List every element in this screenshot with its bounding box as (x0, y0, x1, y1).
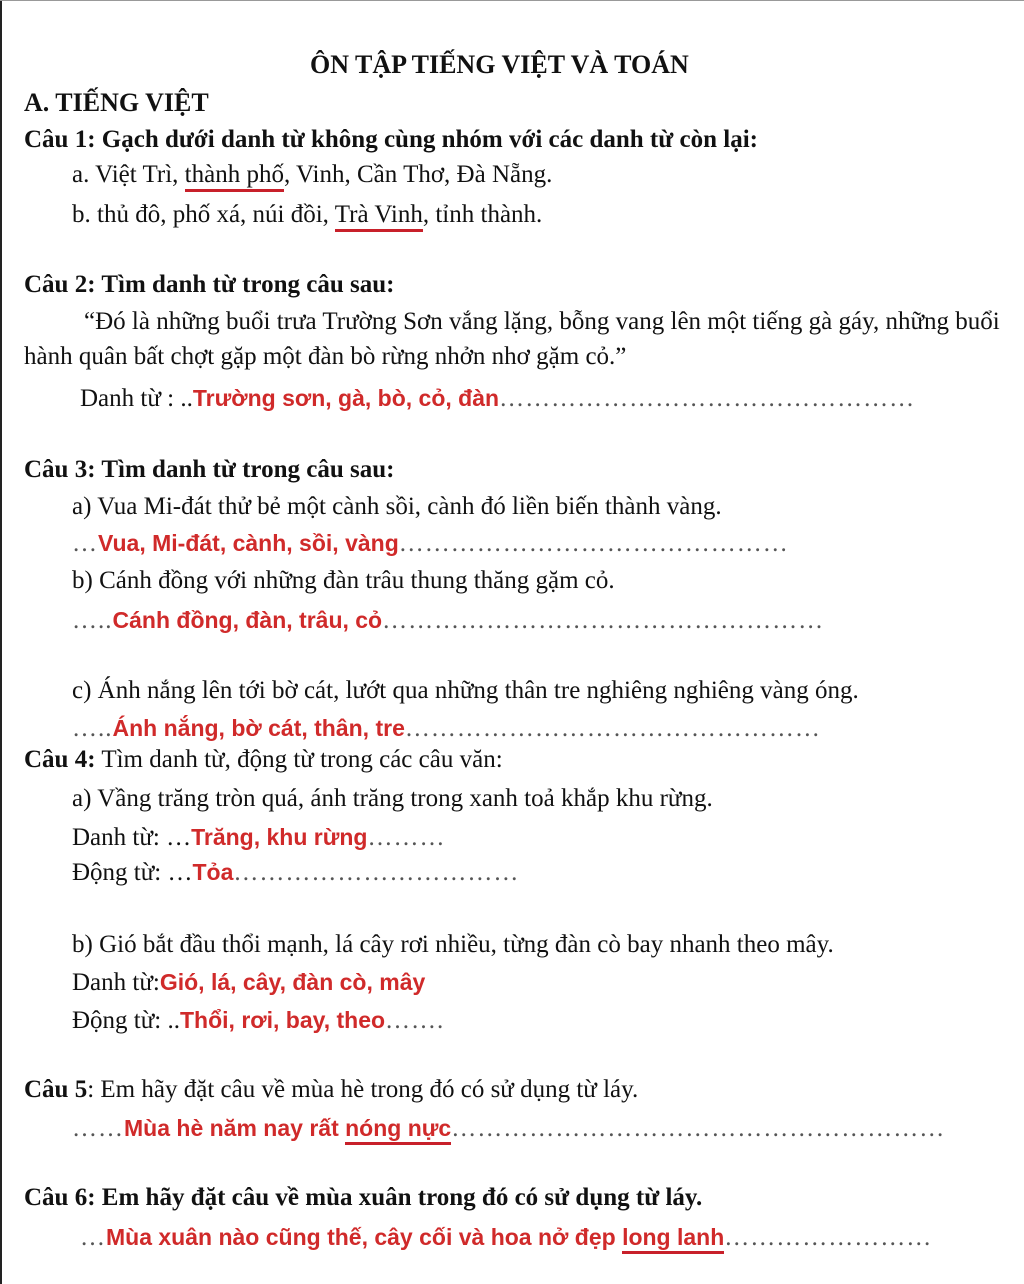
q6-answer-line (80, 1222, 932, 1253)
q3-b-answer-line (72, 605, 824, 636)
q4-label: Câu 4: (24, 746, 96, 773)
q1-heading (24, 125, 758, 155)
q4-a-noun-dots: ……… (367, 824, 446, 851)
q3-b-sentence: b) Cánh đồng với những đàn trâu thung thăng gặm cỏ. (72, 567, 615, 594)
q4-a-verb-answer: Tỏa (192, 859, 234, 885)
q3-b-dots: …………………………………………… (382, 607, 825, 634)
q3-a-answer: Vua, Mi-đát, cành, sồi, vàng (98, 530, 399, 556)
q1-b-underlined-word: Trà Vinh (335, 201, 423, 232)
q5-dots: ………………………………………………… (451, 1115, 946, 1142)
q6-label: Câu 6 (24, 1184, 88, 1211)
q1-b-prefix: b. thủ đô, phố xá, núi đồi, (72, 201, 335, 228)
q5-answer: Mùa hè năm nay rất (124, 1115, 346, 1141)
q4-a-noun-label: Danh từ: … (72, 824, 192, 851)
q5-lead-dots: …… (72, 1115, 124, 1142)
q3-a-sentence: a) Vua Mi-đát thử bẻ một cành sồi, cành đó liền biến thành vàng. (72, 493, 722, 520)
q4-a-verb-label: Động từ: … (72, 859, 193, 886)
q6-prompt: : Em hãy đặt câu về mùa xuân trong đó có sử dụng từ láy. (87, 1184, 703, 1211)
q3-prompt: Tìm danh từ trong câu sau: (101, 456, 395, 483)
q3-b-answer: Cánh đồng, đàn, trâu, cỏ (112, 607, 383, 633)
q5-answer-underlined-word: nóng nực (345, 1115, 451, 1145)
q5-heading (24, 1075, 638, 1105)
q1-a-suffix: , Vinh, Cần Thơ, Đà Nẵng. (283, 161, 553, 188)
page-top-edge (0, 0, 1024, 1)
q4-b-noun-answer: Gió, lá, cây, đàn cò, mây (159, 969, 426, 995)
q5-prompt: : Em hãy đặt câu về mùa hè trong đó có sử dụng từ láy. (87, 1076, 639, 1103)
q3-c-dots: ………………………………………… (404, 715, 821, 742)
q4-b-noun-label: Danh từ: (72, 969, 160, 996)
q3-c-answer: Ánh nắng, bờ cát, thân, tre (112, 715, 405, 741)
q4-b-noun-line (72, 967, 425, 998)
q2-answer-dots: ………………………………………… (499, 385, 916, 412)
q1-b-suffix: , tỉnh thành. (422, 201, 543, 228)
q1-option-b (72, 200, 542, 230)
q4-b-verb-line (72, 1005, 444, 1036)
q4-b-sentence: b) Gió bắt đầu thổi mạnh, lá cây rơi nhiều, từng đàn cò bay nhanh theo mây. (72, 931, 834, 958)
q3-heading (24, 455, 394, 485)
q2-answer: Trường sơn, gà, bò, cỏ, đàn (192, 385, 500, 411)
q6-answer-underlined-word: long lanh (622, 1224, 724, 1254)
q3-c-lead-dots: ….. (72, 715, 113, 742)
q4-a-sentence: a) Vầng trăng tròn quá, ánh trăng trong xanh toả khắp khu rừng. (72, 785, 713, 812)
q1-a-prefix: a. Việt Trì, (72, 161, 185, 188)
q4-b-verb-dots: ……. (385, 1007, 445, 1034)
q3-c-sentence: c) Ánh nắng lên tới bờ cát, lướt qua những thân tre nghiêng nghiêng vàng óng. (72, 677, 859, 704)
page-left-edge (0, 0, 2, 1284)
q4-a-verb-dots: …………………………… (233, 859, 520, 886)
q6-lead-dots: … (80, 1224, 106, 1251)
q3-label: Câu 3: (24, 456, 96, 483)
q6-answer: Mùa xuân nào cũng thế, cây cối và hoa nở đẹp (106, 1224, 623, 1250)
q3-a-lead-dots: … (72, 530, 98, 557)
q4-heading (24, 745, 503, 775)
q3-b-lead-dots: ….. (72, 607, 113, 634)
q6-dots: …………………… (724, 1224, 933, 1251)
q4-b-verb-answer: Thổi, rơi, bay, theo (180, 1007, 386, 1033)
section-a-heading: A. TIẾNG VIỆT (24, 88, 209, 117)
q1-prompt: Gạch dưới danh từ không cùng nhóm với các danh từ còn lại: (101, 126, 758, 153)
q4-a-noun-answer: Trăng, khu rừng (191, 824, 368, 850)
q4-b-verb-label: Động từ: .. (72, 1007, 180, 1034)
q3-a-answer-line (72, 528, 789, 559)
q2-answer-line (80, 383, 915, 414)
q6-heading (24, 1183, 702, 1213)
q4-prompt: Tìm danh từ, động từ trong các câu văn: (95, 746, 503, 773)
q4-a-noun-line (72, 822, 445, 853)
q2-answer-label: Danh từ : .. (80, 385, 193, 412)
q3-c-answer-line (72, 713, 821, 744)
q2-sentence-line-1: “Đó là những buổi trưa Trường Sơn vắng lặng, bỗng vang lên một tiếng gà gáy, những buổi (84, 308, 1000, 335)
q3-a-dots: ……………………………………… (398, 530, 789, 557)
q2-prompt: Tìm danh từ trong câu sau: (101, 271, 395, 298)
q2-label: Câu 2: (24, 271, 96, 298)
q2-heading (24, 270, 394, 300)
q2-sentence-line-2: hành quân bất chợt gặp một đàn bò rừng nhởn nhơ gặm cỏ.” (24, 343, 627, 370)
q5-answer-line (72, 1113, 945, 1144)
q1-a-underlined-word: thành phố (185, 161, 284, 192)
q5-label: Câu 5 (24, 1076, 88, 1103)
q4-a-verb-line (72, 857, 519, 888)
q1-label: Câu 1: (24, 126, 96, 153)
q1-option-a (72, 160, 552, 190)
page-title: ÔN TẬP TIẾNG VIỆT VÀ TOÁN (310, 50, 689, 79)
